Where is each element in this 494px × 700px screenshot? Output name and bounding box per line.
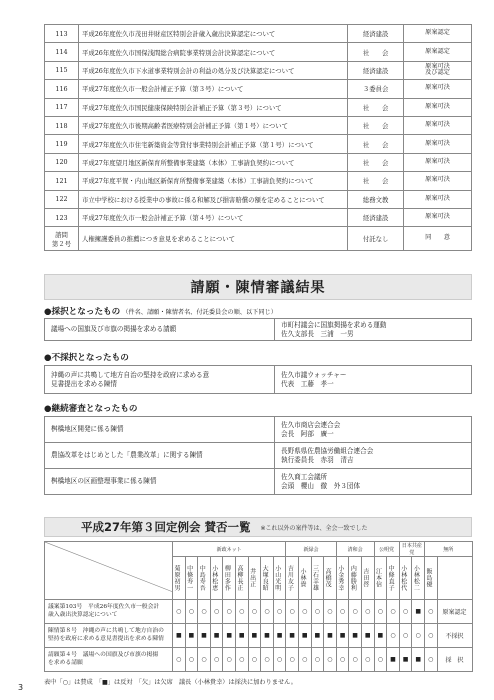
vote-mark: ○: [361, 600, 374, 624]
member-name: 柳田多作: [223, 565, 231, 591]
motion-result: 原案認定: [404, 25, 472, 43]
petition-petitioner: 佐久市商店会連合会 会長 阿部 廣一: [275, 417, 472, 443]
party-name: 無所: [424, 542, 472, 557]
motion-committee: 社 会: [348, 116, 404, 134]
petition-row: [45, 443, 472, 469]
member-name: 吉川友子: [286, 565, 294, 591]
member-name-cell: [336, 557, 349, 600]
motion-title: 平成27年度佐久市後期高齢者医療特別会計補正予算（第１号）について: [78, 116, 347, 134]
member-name-cell: [424, 557, 437, 600]
motion-row: [45, 153, 472, 171]
rejected-table: [44, 365, 472, 394]
page-number: 3: [18, 683, 24, 692]
member-name: 飯島優: [424, 568, 432, 588]
vote-mark: ○: [298, 648, 311, 672]
vote-mark: ○: [173, 600, 186, 624]
member-name-cell: [387, 557, 400, 600]
member-name-cell: [261, 557, 274, 600]
motion-title: 平成26年度佐久市下水道事業特別会計の利益の処分及び決算認定について: [78, 61, 347, 79]
motion-committee: 社 会: [348, 153, 404, 171]
vote-mark: ○: [223, 648, 236, 672]
member-name-cell: [185, 557, 198, 600]
motion-committee: 社 会: [348, 172, 404, 190]
motion-committee: 社 会: [348, 135, 404, 153]
motions-table: [44, 24, 472, 251]
vote-mark: ■: [387, 648, 400, 672]
vote-mark: ○: [286, 600, 299, 624]
member-name-cell: [298, 557, 311, 600]
motion-result: 原案認定: [404, 43, 472, 61]
header-diagonal: [45, 542, 173, 592]
motion-row: [45, 25, 472, 43]
vote-mark: ■: [210, 624, 223, 648]
vote-bill-label: 議案第103号 平成26年度佐久市一般会計 歳入歳出決算認定について: [45, 600, 173, 624]
vote-mark: ○: [311, 600, 324, 624]
vote-mark: ○: [210, 600, 223, 624]
motion-result: 原案可決: [404, 98, 472, 116]
vote-mark: ○: [361, 648, 374, 672]
vote-footnote: 表中「○」は賛成 「■」は反対 「欠」は欠席 議長（小林貴幸）は採決に加わりません。: [44, 679, 297, 686]
motion-number: 119: [45, 135, 79, 153]
petition-row: [45, 366, 472, 394]
vote-banner: [44, 517, 472, 537]
motion-title: 市立中学校における授業中の事故に係る和解及び損害賠償の額を定めることについて: [78, 190, 347, 208]
vote-mark: ■: [198, 624, 211, 648]
vote-result: 原案認定: [437, 600, 472, 624]
continued-heading: [44, 402, 137, 414]
motion-row: [45, 98, 472, 116]
continued-table: [44, 416, 472, 495]
vote-mark: ■: [286, 624, 299, 648]
member-name: 内藤勝利: [349, 565, 357, 591]
vote-mark: ■: [273, 624, 286, 648]
member-name: 中條直子: [387, 565, 395, 591]
petition-petitioner: 佐久市議ウォッチャー 代表 工藤 孝一: [275, 366, 472, 394]
vote-header-cell: [45, 542, 173, 600]
adopted-heading: [44, 305, 277, 317]
vote-mark: ○: [374, 600, 387, 624]
vote-mark: ○: [223, 600, 236, 624]
member-name: 小林貴: [298, 568, 306, 588]
member-name: 高橋茂: [324, 568, 332, 588]
motion-number: 115: [45, 61, 79, 79]
vote-table: [44, 541, 473, 672]
motion-title: 平成26年度佐久市茂田井財産区特別会計歳入歳出決算認定について: [78, 25, 347, 43]
party-name: 新政ネット: [173, 542, 286, 557]
vote-row: [45, 624, 473, 648]
vote-mark: ○: [336, 600, 349, 624]
rejected-heading-text: ●不採択となったもの: [44, 353, 129, 363]
member-name-cell: [361, 557, 374, 600]
motion-title: 平成27年度佐久市一般会計補正予算（第３号）について: [78, 80, 347, 98]
party-name: 新緑会: [286, 542, 336, 557]
member-name-cell: [324, 557, 337, 600]
vote-mark: ○: [399, 624, 412, 648]
motion-committee: 経済建設: [348, 61, 404, 79]
vote-mark: ○: [324, 600, 337, 624]
vote-mark: ○: [248, 600, 261, 624]
motion-title: 平成27年度佐久市国民健康保険特別会計補正予算（第３号）について: [78, 98, 347, 116]
vote-mark: ○: [286, 648, 299, 672]
petition-subject: 沖縄の声に共鳴して地方自治の堅持を政府に求める意 見書提出を求める陳情: [45, 366, 275, 394]
motion-row: [45, 190, 472, 208]
petition-row: [45, 469, 472, 495]
motion-result: 原案可決 及び認定: [404, 61, 472, 79]
party-name: 公明党: [374, 542, 399, 557]
vote-result: 採 択: [437, 648, 472, 672]
vote-mark: ○: [311, 648, 324, 672]
vote-mark: ■: [374, 624, 387, 648]
vote-mark: ○: [412, 624, 425, 648]
petition-row: [45, 417, 472, 443]
vote-mark: ○: [387, 624, 400, 648]
vote-bill-label: 請願第４号 議場への国旗及び市旗の掲揚 を求める請願: [45, 648, 173, 672]
vote-mark: ○: [210, 648, 223, 672]
motion-result: 原案可決: [404, 116, 472, 134]
vote-mark: ○: [248, 648, 261, 672]
motion-title: 人権擁護委員の推薦につき意見を求めることについて: [78, 227, 347, 251]
motion-result: 原案可決: [404, 172, 472, 190]
motion-committee: 総務文教: [348, 190, 404, 208]
vote-mark: ■: [248, 624, 261, 648]
vote-mark: ○: [173, 648, 186, 672]
member-name-cell: [349, 557, 362, 600]
vote-mark: ○: [235, 648, 248, 672]
adopted-note: （件名、請願・陳情者名、付託委員会の順、以下同じ）: [122, 309, 277, 316]
vote-mark: ○: [424, 648, 437, 672]
member-name: 菊原初男: [173, 565, 180, 591]
vote-mark: ■: [223, 624, 236, 648]
vote-mark: ○: [324, 648, 337, 672]
petition-subject: 桝橋地区開発に係る陳情: [45, 417, 275, 443]
vote-mark: ○: [185, 648, 198, 672]
member-name: 吉田啓: [361, 568, 369, 588]
vote-mark: ○: [336, 648, 349, 672]
vote-mark: ■: [324, 624, 337, 648]
motion-committee: 経済建設: [348, 25, 404, 43]
motion-number: 117: [45, 98, 79, 116]
member-name: 小林松代: [399, 565, 407, 591]
member-name-cell: [311, 557, 324, 600]
motion-title: 平成27年度佐久市一般会計補正予算（第４号）について: [78, 208, 347, 226]
member-name: 井出正: [248, 568, 256, 588]
vote-mark: ■: [399, 648, 412, 672]
member-name-cell: [273, 557, 286, 600]
petition-petitioner: 長野県県佐農協労働組合連合会 執行委員長 赤羽 清吉: [275, 443, 472, 469]
member-name-cell: [412, 557, 425, 600]
motion-row: [45, 116, 472, 134]
motion-number: 諮問 第２号: [45, 227, 79, 251]
member-name: 中條寿一: [185, 565, 193, 591]
vote-note: ※これ以外の案件等は、全会一致でした: [260, 524, 368, 532]
vote-mark: ○: [185, 600, 198, 624]
vote-mark: ○: [298, 600, 311, 624]
continued-heading-text: ●継続審査となったもの: [44, 404, 138, 414]
member-name-cell: [198, 557, 211, 600]
member-name-cell: [235, 557, 248, 600]
petition-petitioner: 市町村議会に国旗掲揚を求める運動 佐久支部長 三浦 一男: [275, 319, 472, 341]
motion-result: 原案可決: [404, 190, 472, 208]
member-name: 小林松恵: [210, 565, 218, 591]
vote-mark: ○: [273, 648, 286, 672]
vote-mark: ○: [198, 648, 211, 672]
motion-row: [45, 61, 472, 79]
vote-mark: ■: [185, 624, 198, 648]
vote-mark: ○: [374, 648, 387, 672]
member-name-cell: [173, 557, 186, 600]
rejected-heading: [44, 351, 129, 363]
petition-petitioner: 佐久商工会議所 会頭 櫻山 徹 外３団体: [275, 469, 472, 495]
motion-number: 114: [45, 43, 79, 61]
vote-mark: ■: [412, 648, 425, 672]
vote-mark: ■: [298, 624, 311, 648]
petition-subject: 議場への国旗及び市旗の掲揚を求める請願: [45, 319, 275, 341]
member-name: 高柳長正: [235, 565, 243, 591]
vote-title: 平成27年第３回定例会 賛否一覧: [81, 520, 251, 534]
member-name-cell: [210, 557, 223, 600]
vote-row: [45, 600, 473, 624]
vote-mark: ■: [361, 624, 374, 648]
vote-mark: ○: [399, 600, 412, 624]
party-name: 清和会: [336, 542, 374, 557]
motion-row: [45, 43, 472, 61]
vote-mark: ■: [261, 624, 274, 648]
party-row: [45, 542, 473, 557]
motion-row: [45, 80, 472, 98]
motion-number: 123: [45, 208, 79, 226]
vote-mark: ○: [273, 600, 286, 624]
motion-number: 122: [45, 190, 79, 208]
motion-committee: ３委員会: [348, 80, 404, 98]
vote-mark: ■: [336, 624, 349, 648]
petition-results-banner: [44, 274, 472, 300]
vote-bill-label: 陳情第８号 沖縄の声に共鳴して地方自治の 堅持を政府に求める意見書提出を求める陳情: [45, 624, 173, 648]
motion-result: 原案可決: [404, 153, 472, 171]
vote-mark: ■: [412, 600, 425, 624]
motion-title: 平成27年度平賀・内山地区新保育所整備事業建築（本体）工事請負契約について: [78, 172, 347, 190]
member-name: 大塚良昭: [261, 565, 269, 591]
member-name-cell: [248, 557, 261, 600]
motion-committee: 社 会: [348, 98, 404, 116]
member-name-cell: [399, 557, 412, 600]
member-name: 小金秀幸: [336, 565, 344, 591]
adopted-heading-text: ●採択となったもの: [44, 307, 121, 317]
petition-subject: 農協改革をはじめとした「農業改革」に関する陳情: [45, 443, 275, 469]
motion-committee: 付託なし: [348, 227, 404, 251]
member-name: 三石幸雄: [311, 565, 319, 591]
vote-mark: ○: [261, 648, 274, 672]
vote-mark: ○: [387, 600, 400, 624]
vote-mark: ■: [349, 624, 362, 648]
motion-number: 120: [45, 153, 79, 171]
motion-row: [45, 208, 472, 226]
motion-row: [45, 227, 472, 251]
motion-result: 原案可決: [404, 80, 472, 98]
vote-mark: ○: [424, 624, 437, 648]
vote-row: [45, 648, 473, 672]
motion-number: 118: [45, 116, 79, 134]
party-name: 日本共産党: [399, 542, 424, 557]
petition-results-title: 請願・陳情審議結果: [190, 280, 326, 296]
motion-number: 116: [45, 80, 79, 98]
motion-result: 原案可決: [404, 135, 472, 153]
member-name-cell: [286, 557, 299, 600]
motion-committee: 経済建設: [348, 208, 404, 226]
vote-mark: ○: [349, 648, 362, 672]
motion-number: 121: [45, 172, 79, 190]
motion-result: 同 意: [404, 227, 472, 251]
vote-mark: ■: [311, 624, 324, 648]
vote-mark: ○: [424, 600, 437, 624]
member-name-cell: [374, 557, 387, 600]
petition-row: [45, 319, 472, 341]
vote-mark: ○: [235, 600, 248, 624]
vote-mark: ■: [173, 624, 186, 648]
motion-number: 113: [45, 25, 79, 43]
motion-row: [45, 172, 472, 190]
member-name: 江本信: [374, 568, 382, 588]
vote-result: 不採択: [437, 624, 472, 648]
motion-row: [45, 135, 472, 153]
vote-mark: ○: [198, 600, 211, 624]
member-name-cell: [223, 557, 236, 600]
motion-title: 平成27年度望月地区新保育所整備事業建築（本体）工事請負契約について: [78, 153, 347, 171]
motion-title: 平成26年度佐久市国保浅間総合病院事業特別会計決算認定について: [78, 43, 347, 61]
motion-committee: 社 会: [348, 43, 404, 61]
petition-subject: 桝橋地区の区画整理事業に係る陳情: [45, 469, 275, 495]
vote-mark: ○: [261, 600, 274, 624]
vote-mark: ■: [235, 624, 248, 648]
vote-mark: ○: [349, 600, 362, 624]
motion-title: 平成27年度佐久市住宅新築資金等貸付事業特別会計補正予算（第１号）について: [78, 135, 347, 153]
motion-result: 原案可決: [404, 208, 472, 226]
member-name: 小林松二: [412, 565, 420, 591]
member-name: 小山光明: [273, 565, 281, 591]
member-name: 中島寿吾: [198, 565, 206, 591]
adopted-table: [44, 318, 472, 341]
